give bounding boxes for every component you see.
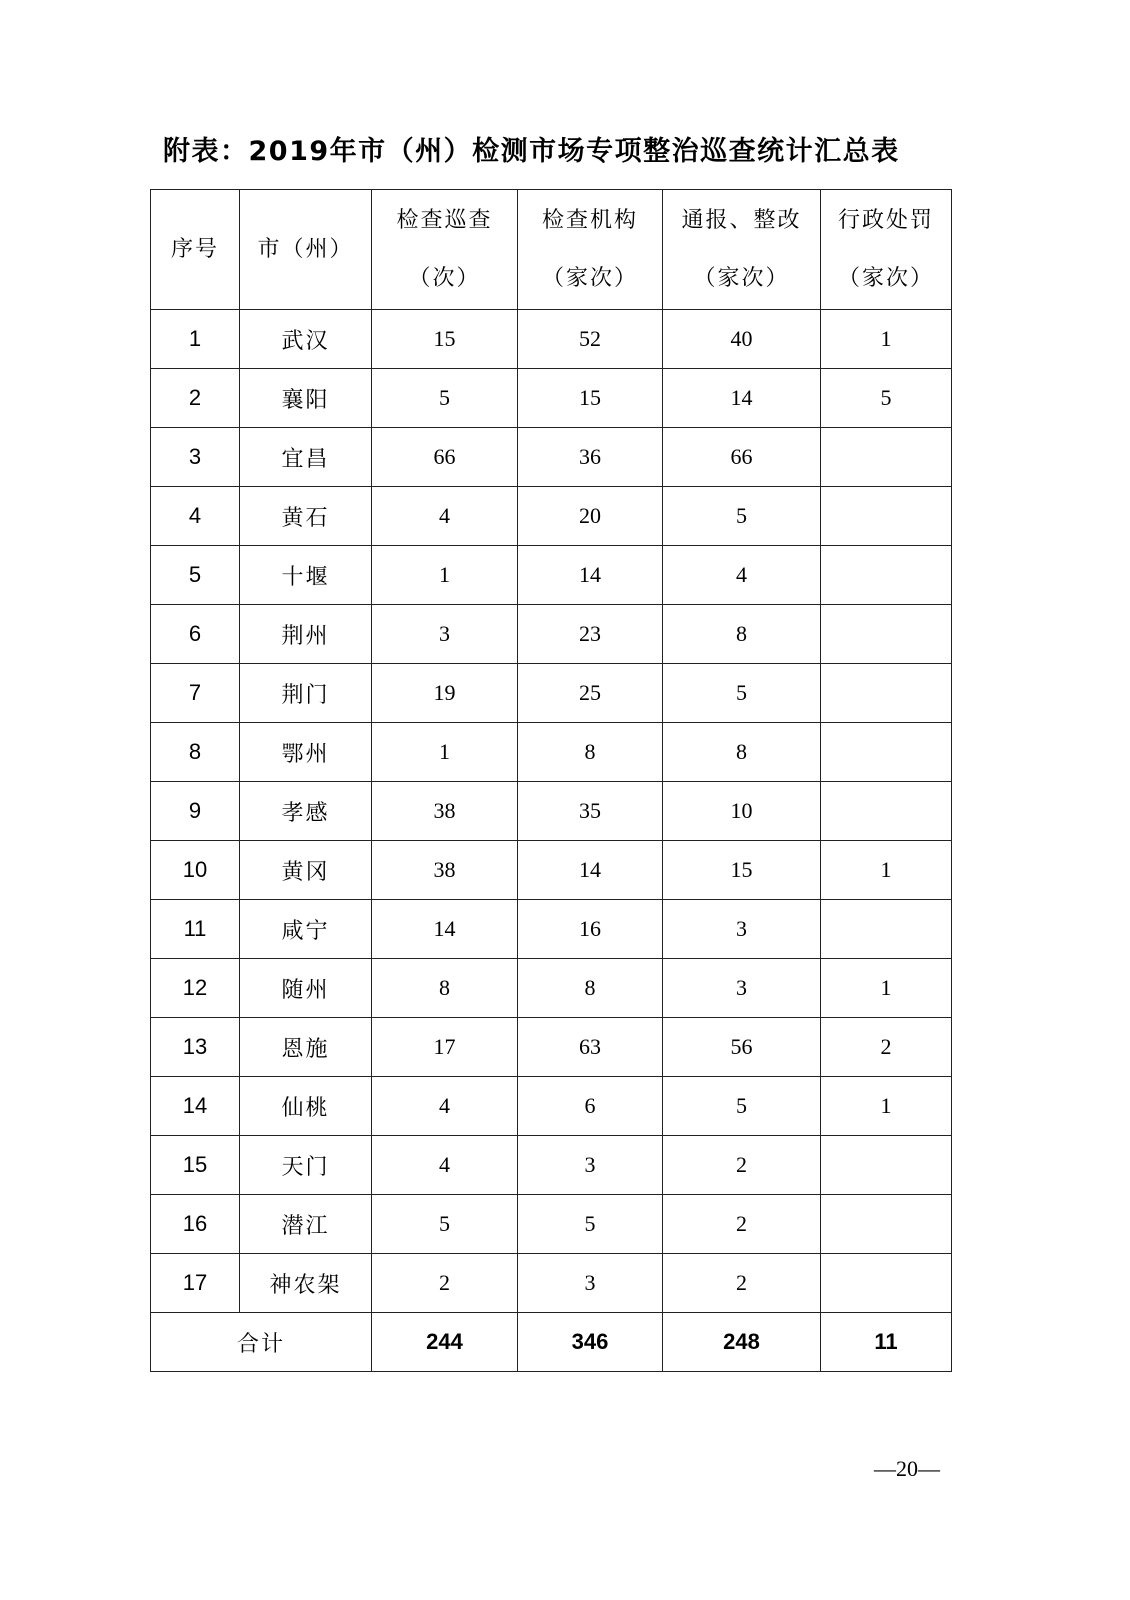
cell-agencies: 63 [518, 1018, 663, 1077]
cell-city: 黄冈 [240, 841, 372, 900]
cell-city: 仙桃 [240, 1077, 372, 1136]
cell-seq: 4 [151, 487, 240, 546]
cell-agencies: 15 [518, 369, 663, 428]
cell-seq: 11 [151, 900, 240, 959]
cell-city: 武汉 [240, 310, 372, 369]
cell-patrol: 2 [372, 1254, 518, 1313]
cell-penalty [821, 1254, 952, 1313]
table-body [151, 310, 952, 1313]
cell-agencies: 36 [518, 428, 663, 487]
table-row [151, 959, 952, 1018]
table-row [151, 1195, 952, 1254]
cell-agencies: 3 [518, 1254, 663, 1313]
header-patrol: 检查巡查 （次） [372, 190, 518, 310]
total-agencies: 346 [518, 1313, 663, 1372]
cell-notified: 2 [663, 1254, 821, 1313]
cell-patrol: 38 [372, 841, 518, 900]
table-row [151, 1018, 952, 1077]
cell-penalty: 1 [821, 959, 952, 1018]
cell-agencies: 52 [518, 310, 663, 369]
cell-agencies: 3 [518, 1136, 663, 1195]
cell-patrol: 19 [372, 664, 518, 723]
table-row [151, 782, 952, 841]
cell-seq: 2 [151, 369, 240, 428]
cell-patrol: 66 [372, 428, 518, 487]
cell-penalty: 1 [821, 310, 952, 369]
cell-patrol: 17 [372, 1018, 518, 1077]
table-row [151, 487, 952, 546]
cell-seq: 6 [151, 605, 240, 664]
document-title: 附表：2019年市（州）检测市场专项整治巡查统计汇总表 [163, 136, 900, 167]
cell-patrol: 4 [372, 1136, 518, 1195]
cell-agencies: 16 [518, 900, 663, 959]
total-patrol: 244 [372, 1313, 518, 1372]
cell-notified: 5 [663, 1077, 821, 1136]
cell-agencies: 5 [518, 1195, 663, 1254]
cell-seq: 3 [151, 428, 240, 487]
cell-agencies: 8 [518, 959, 663, 1018]
cell-seq: 5 [151, 546, 240, 605]
table-row [151, 723, 952, 782]
cell-penalty [821, 1195, 952, 1254]
statistics-table [150, 189, 952, 1372]
cell-notified: 2 [663, 1136, 821, 1195]
cell-city: 神农架 [240, 1254, 372, 1313]
cell-patrol: 3 [372, 605, 518, 664]
cell-penalty [821, 487, 952, 546]
cell-agencies: 8 [518, 723, 663, 782]
cell-agencies: 14 [518, 841, 663, 900]
cell-penalty [821, 605, 952, 664]
cell-seq: 8 [151, 723, 240, 782]
table-row [151, 900, 952, 959]
header-notified: 通报、整改 （家次） [663, 190, 821, 310]
cell-city: 恩施 [240, 1018, 372, 1077]
cell-notified: 56 [663, 1018, 821, 1077]
cell-city: 十堰 [240, 546, 372, 605]
cell-agencies: 20 [518, 487, 663, 546]
table-row [151, 1136, 952, 1195]
cell-notified: 3 [663, 900, 821, 959]
cell-seq: 1 [151, 310, 240, 369]
cell-patrol: 8 [372, 959, 518, 1018]
table-row [151, 664, 952, 723]
table-row [151, 1254, 952, 1313]
cell-seq: 16 [151, 1195, 240, 1254]
header-city: 市（州） [240, 190, 372, 310]
cell-seq: 15 [151, 1136, 240, 1195]
cell-patrol: 38 [372, 782, 518, 841]
cell-patrol: 1 [372, 546, 518, 605]
cell-penalty [821, 900, 952, 959]
cell-notified: 66 [663, 428, 821, 487]
cell-patrol: 1 [372, 723, 518, 782]
cell-patrol: 15 [372, 310, 518, 369]
table-row [151, 310, 952, 369]
cell-seq: 9 [151, 782, 240, 841]
cell-notified: 8 [663, 605, 821, 664]
cell-patrol: 5 [372, 1195, 518, 1254]
cell-notified: 8 [663, 723, 821, 782]
cell-city: 孝感 [240, 782, 372, 841]
cell-city: 天门 [240, 1136, 372, 1195]
header-penalty: 行政处罚 （家次） [821, 190, 952, 310]
cell-penalty: 5 [821, 369, 952, 428]
cell-city: 鄂州 [240, 723, 372, 782]
table-row [151, 369, 952, 428]
cell-penalty: 2 [821, 1018, 952, 1077]
cell-agencies: 35 [518, 782, 663, 841]
cell-city: 荆州 [240, 605, 372, 664]
cell-notified: 15 [663, 841, 821, 900]
cell-penalty [821, 546, 952, 605]
total-penalty: 11 [821, 1313, 952, 1372]
cell-seq: 10 [151, 841, 240, 900]
cell-notified: 5 [663, 664, 821, 723]
cell-notified: 10 [663, 782, 821, 841]
cell-patrol: 5 [372, 369, 518, 428]
cell-penalty [821, 664, 952, 723]
cell-penalty [821, 782, 952, 841]
header-agencies: 检查机构 （家次） [518, 190, 663, 310]
cell-city: 潜江 [240, 1195, 372, 1254]
page-number: —20— [874, 1456, 940, 1481]
cell-notified: 5 [663, 487, 821, 546]
cell-seq: 13 [151, 1018, 240, 1077]
cell-penalty [821, 1136, 952, 1195]
header-seq: 序号 [151, 190, 240, 310]
cell-patrol: 4 [372, 487, 518, 546]
table-row [151, 428, 952, 487]
cell-city: 咸宁 [240, 900, 372, 959]
cell-agencies: 25 [518, 664, 663, 723]
cell-city: 宜昌 [240, 428, 372, 487]
cell-notified: 3 [663, 959, 821, 1018]
table-row [151, 1077, 952, 1136]
cell-city: 襄阳 [240, 369, 372, 428]
cell-seq: 17 [151, 1254, 240, 1313]
cell-penalty: 1 [821, 1077, 952, 1136]
cell-seq: 7 [151, 664, 240, 723]
cell-seq: 14 [151, 1077, 240, 1136]
cell-patrol: 4 [372, 1077, 518, 1136]
cell-seq: 12 [151, 959, 240, 1018]
cell-city: 荆门 [240, 664, 372, 723]
table-header-row [151, 190, 952, 310]
cell-agencies: 6 [518, 1077, 663, 1136]
cell-notified: 14 [663, 369, 821, 428]
cell-notified: 2 [663, 1195, 821, 1254]
table-row [151, 546, 952, 605]
cell-city: 随州 [240, 959, 372, 1018]
cell-city: 黄石 [240, 487, 372, 546]
cell-notified: 40 [663, 310, 821, 369]
cell-penalty [821, 428, 952, 487]
cell-penalty: 1 [821, 841, 952, 900]
cell-patrol: 14 [372, 900, 518, 959]
total-notified: 248 [663, 1313, 821, 1372]
total-row [151, 1313, 952, 1372]
total-label: 合计 [151, 1313, 372, 1372]
cell-penalty [821, 723, 952, 782]
cell-agencies: 14 [518, 546, 663, 605]
table-row [151, 605, 952, 664]
cell-agencies: 23 [518, 605, 663, 664]
table-row [151, 841, 952, 900]
cell-notified: 4 [663, 546, 821, 605]
